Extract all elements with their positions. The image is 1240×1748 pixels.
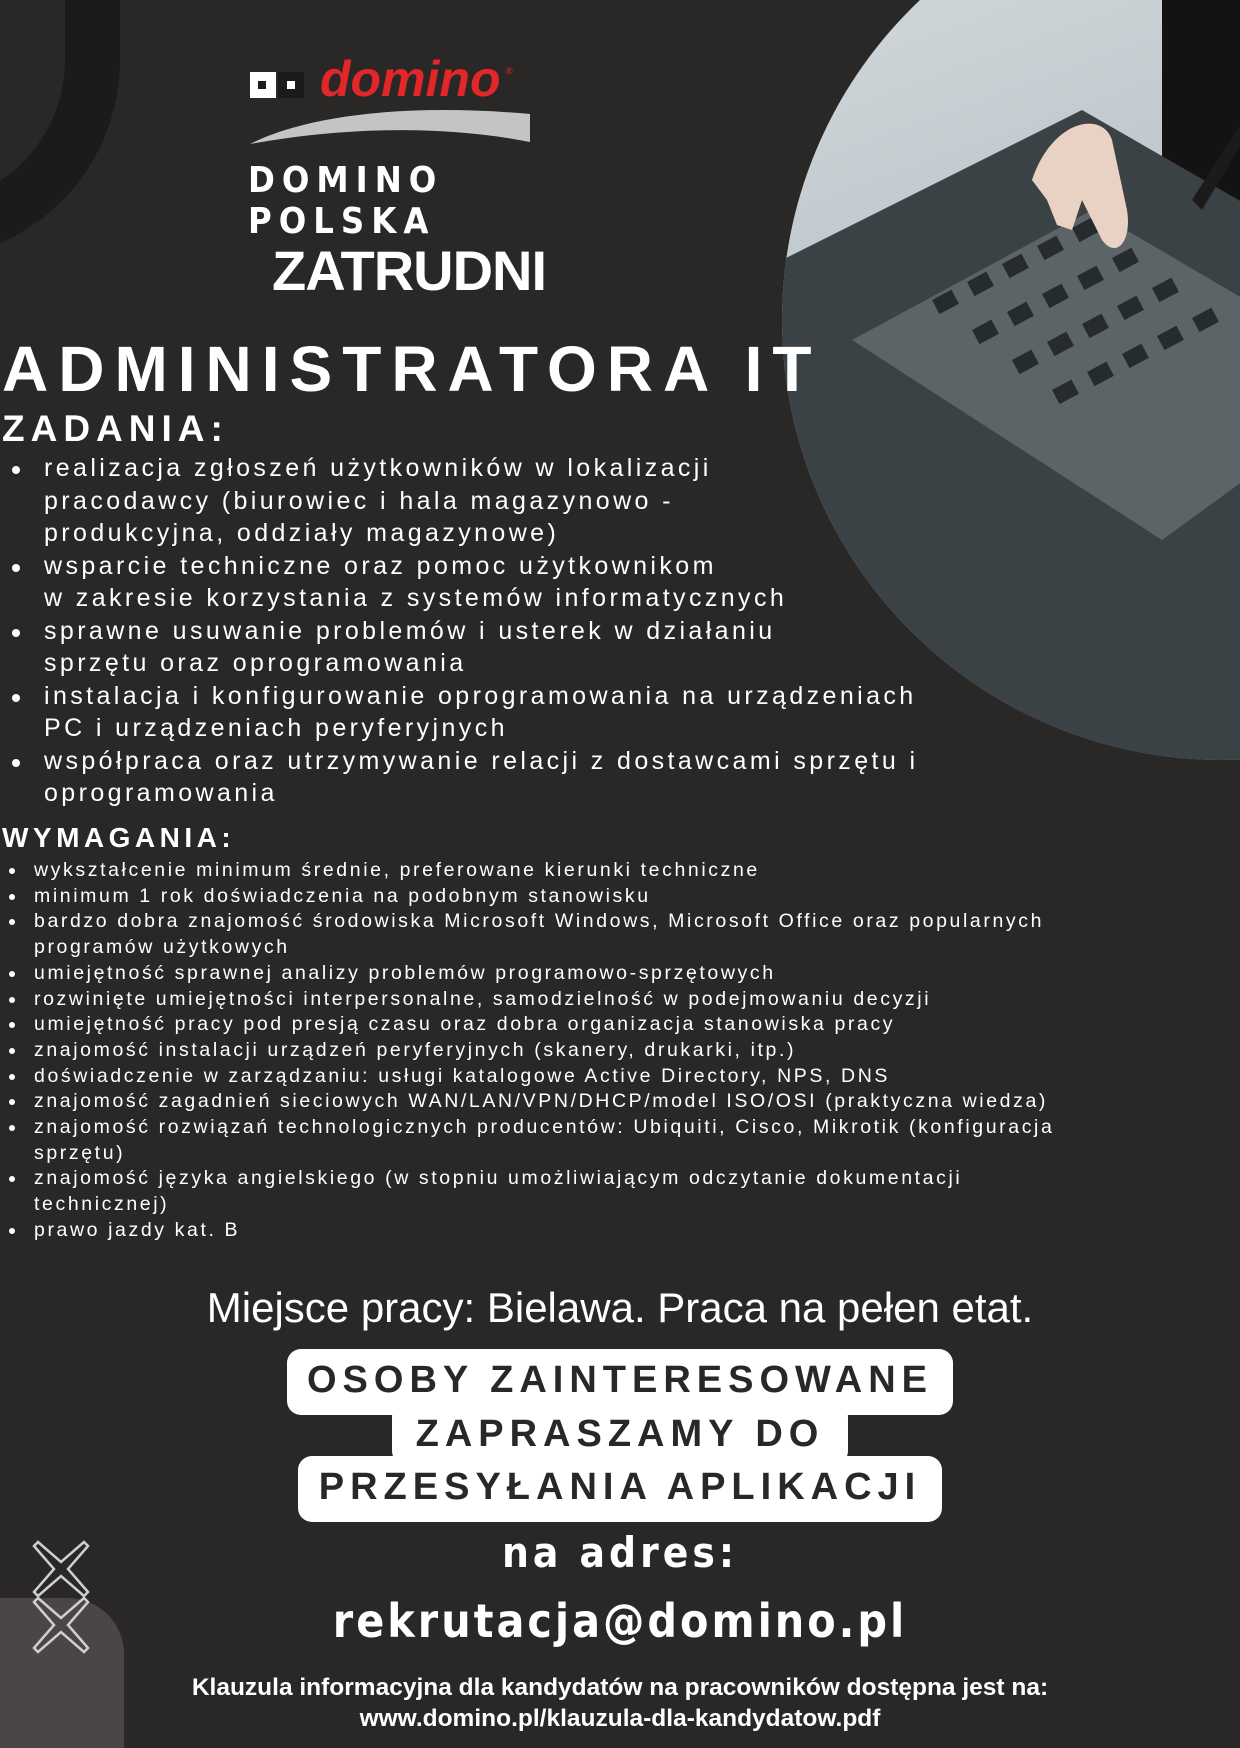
list-item-text: prawo jazdy kat. B	[34, 1218, 241, 1241]
cta-line-1: OSOBY ZAINTERESOWANE	[287, 1349, 953, 1415]
list-item-text: bardzo dobra znajomość środowiska Microsoft Windows, Microsoft Office oraz popularnych programów użytkowych	[34, 910, 1045, 959]
contact-email[interactable]: rekrutacja@domino.pl	[332, 1594, 908, 1648]
requirements-heading: WYMAGANIA:	[2, 822, 236, 853]
list-item-text: znajomość zagadnień sieciowych WAN/LAN/VPN/DHCP/model ISO/OSI (praktyczna wiedza)	[34, 1090, 1049, 1113]
tasks-list	[0, 452, 1100, 810]
list-item	[0, 858, 1235, 884]
company-name: DOMINO POLSKA	[248, 160, 444, 242]
list-item	[0, 1166, 1235, 1217]
job-title: ADMINISTRATORA IT	[2, 333, 822, 405]
clause-link[interactable]: www.domino.pl/klauzula-dla-kandydatow.pdf	[359, 1705, 881, 1732]
list-item-text: umiejętność pracy pod presją czasu oraz dobra organizacja stanowiska pracy	[34, 1013, 896, 1036]
list-item-text: umiejętność sprawnej analizy problemów programowo-sprzętowych	[34, 961, 776, 984]
list-item-text: minimum 1 rok doświadczenia na podobnym stanowisku	[34, 884, 651, 907]
list-item	[0, 1218, 1235, 1244]
list-item	[0, 680, 1100, 745]
list-item	[0, 550, 1100, 615]
decorative-arc	[0, 0, 120, 260]
domino-logo	[248, 50, 538, 150]
workplace-info: Miejsce pracy: Bielawa. Praca na pełen etat.	[206, 1284, 1034, 1331]
list-item-text: wsparcie techniczne oraz pomoc użytkownikom w zakresie korzystania z systemów informatycznych	[44, 551, 788, 612]
privacy-clause	[0, 1672, 1240, 1734]
tasks-heading: ZADANIA:	[2, 408, 229, 449]
list-item-text: wykształcenie minimum średnie, preferowane kierunki techniczne	[34, 859, 760, 881]
hiring-heading: ZATRUDNI	[272, 239, 547, 302]
cta-line-3: PRZESYŁANIA APLIKACJI	[298, 1456, 942, 1522]
list-item-text: realizacja zgłoszeń użytkowników w lokalizacji pracodawcy (biurowiec i hala magazynowo - produkcyjna, oddziały magazynowe)	[44, 454, 712, 547]
list-item	[0, 615, 1100, 680]
list-item-text: sprawne usuwanie problemów i usterek w działaniu sprzętu oraz oprogramowania	[44, 616, 776, 677]
cta-line-2: ZAPRASZAMY DO	[392, 1403, 848, 1465]
list-item-text: współpraca oraz utrzymywanie relacji z dostawcami sprzętu i oprogramowania	[44, 746, 919, 807]
list-item	[0, 1089, 1235, 1115]
list-item	[0, 1064, 1235, 1090]
address-label: na adres:	[502, 1528, 738, 1577]
clause-text: Klauzula informacyjna dla kandydatów na pracowników dostępna jest na:	[191, 1674, 1049, 1701]
list-item-text: znajomość języka angielskiego (w stopniu umożliwiającym odczytanie dokumentacji technicznej)	[34, 1167, 963, 1216]
list-item-text: doświadczenie w zarządzaniu: usługi katalogowe Active Directory, NPS, DNS	[34, 1064, 890, 1087]
list-item-text: znajomość rozwiązań technologicznych producentów: Ubiquiti, Cisco, Mikrotik (konfiguracja sprzętu)	[34, 1116, 1055, 1164]
svg-text:domino: domino	[320, 51, 501, 107]
list-item	[0, 909, 1235, 960]
list-item	[0, 1115, 1235, 1166]
list-item	[0, 961, 1235, 987]
svg-text:®: ®	[506, 66, 513, 76]
list-item-text: znajomość instalacji urządzeń peryferyjnych (skanery, drukarki, itp.)	[34, 1038, 797, 1061]
list-item	[0, 1012, 1235, 1038]
list-item-text: instalacja i konfigurowanie oprogramowania na urządzeniach PC i urządzeniach peryferyjnych	[44, 681, 917, 742]
list-item	[0, 884, 1235, 910]
list-item	[0, 1038, 1235, 1064]
list-item	[0, 745, 1100, 810]
list-item-text: rozwinięte umiejętności interpersonalne, samodzielność w podejmowaniu decyzji	[34, 987, 932, 1010]
requirements-list	[0, 858, 1235, 1244]
list-item	[0, 987, 1235, 1013]
list-item	[0, 452, 1100, 550]
